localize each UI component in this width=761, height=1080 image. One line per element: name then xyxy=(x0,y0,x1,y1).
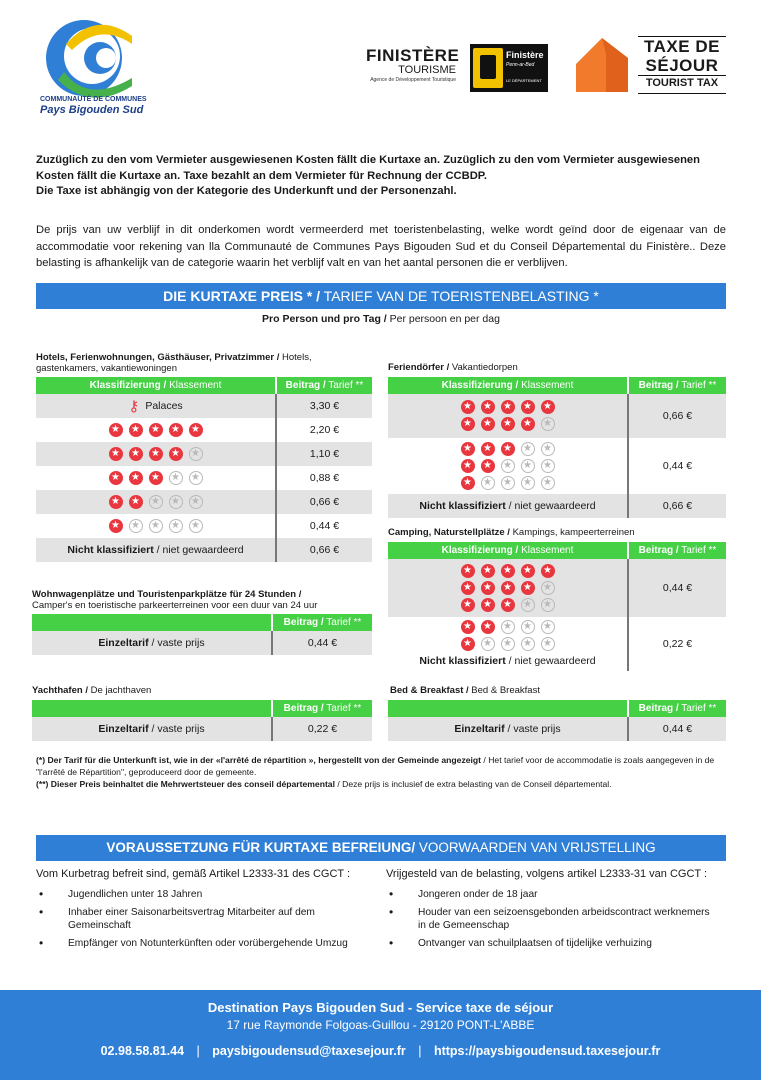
table-row: ★★★★★ ★★★★★ ★★★★★ 0,44 € xyxy=(388,438,726,494)
star-filled-icon xyxy=(129,495,143,509)
star-filled-icon xyxy=(481,564,495,578)
star-filled-icon xyxy=(461,620,475,634)
rating-2-stars xyxy=(388,619,627,636)
rating-5-stars xyxy=(106,423,206,437)
star-filled-icon xyxy=(521,400,535,414)
campers-title: Wohnwagenplätze und Touristenparkplätze für 24 Stunden / Camper's en toeristische parkeerterreinen voor een duur van 24 uur xyxy=(32,589,318,611)
star-filled-icon xyxy=(109,519,123,533)
star-empty-icon xyxy=(541,581,555,595)
star-empty-icon xyxy=(541,620,555,634)
star-filled-icon xyxy=(461,417,475,431)
house-icon xyxy=(572,34,632,94)
rating-1-star xyxy=(106,519,206,533)
star-filled-icon xyxy=(149,447,163,461)
table-row: Nicht klassifiziert / niet gewaardeerd 0,66 € xyxy=(388,494,726,518)
star-empty-icon xyxy=(169,495,183,509)
table-row: Einzeltarif / vaste prijs 0,44 € xyxy=(32,631,372,655)
campers-table: Beitrag / Tarief ** Einzeltarif / vaste prijs 0,44 € xyxy=(32,614,372,655)
star-empty-icon xyxy=(169,519,183,533)
star-filled-icon xyxy=(461,459,475,473)
star-filled-icon xyxy=(481,620,495,634)
star-filled-icon xyxy=(109,495,123,509)
star-filled-icon xyxy=(129,447,143,461)
star-filled-icon xyxy=(169,447,183,461)
table-row: ★★★★★ 0,44 € xyxy=(36,514,372,538)
star-filled-icon xyxy=(541,400,555,414)
table-row: Nicht klassifiziert / niet gewaardeerd 0,66 € xyxy=(36,538,372,562)
star-empty-icon xyxy=(189,519,203,533)
exemption-german: Vom Kurbetrag befreit sind, gemäß Artikel L2333-31 des CGCT : • Jugendlichen unter 18 Jahren • Inhaber einer Saisonarbeitsvertrag Mitarbeiter auf dem Gemeinschaft • Empfänger von Notunterkünften oder vorübergehende Umzug xyxy=(36,867,368,955)
star-filled-icon xyxy=(501,417,515,431)
star-filled-icon xyxy=(481,442,495,456)
footer-phone-link[interactable]: 02.98.58.81.44 xyxy=(100,1044,185,1058)
intro-dutch: De prijs van uw verblijf in dit onderkomen wordt vermeerderd met toeristenbelasting, welke wordt geïnd door de eigenaar van de accommodatie voor rekening van lla Communauté de Communes Pays Bigouden Sud et du Conseil Départemental du Finistère.. Deze belasting is afhankelijk van de categorie waarin het verblijf valt en van het aantal personen die er verblijven. xyxy=(36,224,726,269)
star-filled-icon xyxy=(501,598,515,612)
rating-2-stars xyxy=(388,458,627,475)
star-empty-icon xyxy=(541,637,555,651)
star-empty-icon xyxy=(541,417,555,431)
coat-of-arms-icon xyxy=(473,48,503,88)
footnotes: (*) Der Tarif für die Unterkunft ist, wie in der «l'arrêté de répartition », hergestellt von der Gemeinde angezeigt / Het tarief voor de accommodatie is zoals aangegeven in de "l'arrêté de Répartition", geproduceerd door de gemeente. (**) Dieser Preis beinhaltet die Mehrwertsteuer des conseil départemental / Deze prijs is inclusief de extra belasting van de Conseil départemental. xyxy=(36,755,715,789)
hotels-table: Klassifizierung / Klassement Beitrag / Tarief ** ⚷ Palaces 3,30 € ★★★★★ 2,20 € ★★★★★ 1,10 € ★★★★★ 0,88 € ★★★★★ 0,66 € ★★★★★ 0,44 € Nicht klassifiziert / niet gewaardeerd 0,66 € xyxy=(36,377,372,562)
marina-table: Beitrag / Tarief ** Einzeltarif / vaste prijs 0,22 € xyxy=(32,700,372,741)
rating-3-stars xyxy=(388,441,627,458)
rating-1-star xyxy=(388,636,627,653)
table-row: ⚷ Palaces 3,30 € xyxy=(36,394,372,418)
star-filled-icon xyxy=(521,581,535,595)
villages-title: Feriendörfer / Vakantiedorpen xyxy=(388,362,518,373)
table-row: ★★★★★ ★★★★★ Nicht klassifiziert / niet gewaardeerd 0,22 € xyxy=(388,617,726,671)
rating-2-stars xyxy=(106,495,206,509)
rating-4-stars xyxy=(388,580,627,597)
star-empty-icon xyxy=(501,459,515,473)
star-empty-icon xyxy=(541,459,555,473)
star-filled-icon xyxy=(149,471,163,485)
list-item: • Jugendlichen unter 18 Jahren xyxy=(36,888,368,901)
finistere-department-logo: Finistère Penn-ar-Bed LE DÉPARTEMENT xyxy=(470,44,548,92)
star-filled-icon xyxy=(501,442,515,456)
table-row: ★★★★★ ★★★★★ ★★★★★ 0,44 € xyxy=(388,559,726,617)
star-empty-icon xyxy=(169,471,183,485)
star-filled-icon xyxy=(189,423,203,437)
star-filled-icon xyxy=(129,471,143,485)
star-filled-icon xyxy=(481,581,495,595)
star-empty-icon xyxy=(189,471,203,485)
star-filled-icon xyxy=(461,598,475,612)
star-filled-icon xyxy=(461,637,475,651)
star-filled-icon xyxy=(461,400,475,414)
star-filled-icon xyxy=(481,417,495,431)
star-empty-icon xyxy=(521,637,535,651)
intro-german: Zuzüglich zu den vom Vermieter ausgewiesenen Kosten fällt die Kurtaxe an. Zuzüglich zu den vom Vermieter ausgewiesenen Kosten fällt die Kurtaxe an. Taxe bezahlt an dem Vermieter für Rechnung der CCBDP. Die Taxe ist abhängig von der Kategorie des Underkunft und der Personenzahl. xyxy=(36,154,700,197)
bnb-table: Beitrag / Tarief ** Einzeltarif / vaste prijs 0,44 € xyxy=(388,700,726,741)
star-empty-icon xyxy=(149,495,163,509)
rating-5-stars xyxy=(388,563,627,580)
star-empty-icon xyxy=(521,598,535,612)
star-filled-icon xyxy=(521,417,535,431)
list-item: • Houder van een seizoensgebonden arbeidscontract werknemers in de Gemeenschap xyxy=(386,906,718,932)
camping-title: Camping, Naturstellplätze / Kampings, kampeerterreinen xyxy=(388,527,635,538)
star-filled-icon xyxy=(461,442,475,456)
table-row: ★★★★★ 0,88 € xyxy=(36,466,372,490)
star-empty-icon xyxy=(501,620,515,634)
rating-5-stars xyxy=(388,399,627,416)
table-row: Einzeltarif / vaste prijs 0,22 € xyxy=(32,717,372,741)
star-empty-icon xyxy=(129,519,143,533)
star-empty-icon xyxy=(481,476,495,490)
footer-separator: | xyxy=(196,1044,200,1058)
rating-4-stars xyxy=(106,447,206,461)
table-row: ★★★★★ 1,10 € xyxy=(36,442,372,466)
star-filled-icon xyxy=(109,423,123,437)
star-empty-icon xyxy=(541,442,555,456)
taxe-de-sejour-logo: TAXE DE SÉJOUR TOURIST TAX xyxy=(638,36,726,94)
bnb-title: Bed & Breakfast / Bed & Breakfast xyxy=(390,685,540,696)
star-filled-icon xyxy=(501,564,515,578)
footer-website-link[interactable]: https://paysbigoudensud.taxesejour.fr xyxy=(433,1044,661,1058)
star-filled-icon xyxy=(501,400,515,414)
palace-key-icon: ⚷ xyxy=(128,396,140,415)
list-item: • Inhaber einer Saisonarbeitsvertrag Mitarbeiter auf dem Gemeinschaft xyxy=(36,906,368,932)
star-filled-icon xyxy=(461,581,475,595)
rating-3-stars xyxy=(106,471,206,485)
rating-3-stars xyxy=(388,597,627,614)
footer-contacts xyxy=(0,1044,761,1058)
star-empty-icon xyxy=(521,620,535,634)
footer-separator: | xyxy=(418,1044,422,1058)
star-filled-icon xyxy=(461,564,475,578)
price-banner: DIE KURTAXE PREIS * / TARIEF VAN DE TOERISTENBELASTING * xyxy=(36,283,726,309)
star-empty-icon xyxy=(541,598,555,612)
per-person-subtitle: Pro Person und pro Tag / Per persoon en per dag xyxy=(262,313,500,325)
footer-address: 17 rue Raymonde Folgoas-Guillou - 29120 PONT-L'ABBE xyxy=(226,1018,535,1032)
list-item: • Empfänger von Notunterkünften oder vorübergehende Umzug xyxy=(36,937,368,950)
rating-1-star xyxy=(388,475,627,492)
star-filled-icon xyxy=(169,423,183,437)
hotels-title: Hotels, Ferienwohnungen, Gästhäuser, Privatzimmer / Hotels, gastenkamers, vakantiewoningen xyxy=(36,352,312,374)
star-filled-icon xyxy=(109,447,123,461)
list-item: • Jongeren onder de 18 jaar xyxy=(386,888,718,901)
star-empty-icon xyxy=(149,519,163,533)
star-filled-icon xyxy=(541,564,555,578)
star-empty-icon xyxy=(481,637,495,651)
star-filled-icon xyxy=(129,423,143,437)
table-row: ★★★★★ ★★★★★ 0,66 € xyxy=(388,394,726,438)
marina-title: Yachthafen / De jachthaven xyxy=(32,685,152,696)
star-filled-icon xyxy=(149,423,163,437)
star-empty-icon xyxy=(521,442,535,456)
footer-title: Destination Pays Bigouden Sud - Service taxe de séjour xyxy=(207,1000,554,1015)
table-row: Einzeltarif / vaste prijs 0,44 € xyxy=(388,717,726,741)
exemption-dutch: Vrijgesteld van de belasting, volgens artikel L2333-31 van CGCT : • Jongeren onder de 18 jaar • Houder van een seizoensgebonden arbeidscontract werknemers in de Gemeenschap • Ontvanger van schuilplaatsen of tijdelijke verhuizing xyxy=(386,867,718,955)
villages-table: Klassifizierung / Klassement Beitrag / Tarief ** ★★★★★ ★★★★★ 0,66 € ★★★★★ ★★★★★ ★★★★★ 0,44 € Nicht klassifiziert / niet gewaardeerd 0,66 € xyxy=(388,377,726,518)
footer-email-link[interactable]: paysbigoudensud@taxesejour.fr xyxy=(212,1044,406,1058)
list-item: • Ontvanger van schuilplaatsen of tijdelijke verhuizing xyxy=(386,937,718,950)
rating-4-stars xyxy=(388,416,627,433)
star-filled-icon xyxy=(481,598,495,612)
star-filled-icon xyxy=(481,400,495,414)
camping-table: Klassifizierung / Klassement Beitrag / Tarief ** ★★★★★ ★★★★★ ★★★★★ 0,44 € ★★★★★ ★★★★★ Nicht klassifiziert / niet gewaardeerd 0,22 € xyxy=(388,542,726,671)
star-empty-icon xyxy=(541,476,555,490)
table-row: ★★★★★ 2,20 € xyxy=(36,418,372,442)
star-empty-icon xyxy=(521,476,535,490)
star-empty-icon xyxy=(501,637,515,651)
star-filled-icon xyxy=(109,471,123,485)
finistere-tourisme-logo: FINISTÈRE TOURISME Agence de Développement Touristique xyxy=(366,46,460,83)
star-filled-icon xyxy=(461,476,475,490)
star-filled-icon xyxy=(521,564,535,578)
star-filled-icon xyxy=(501,581,515,595)
star-empty-icon xyxy=(189,447,203,461)
star-empty-icon xyxy=(501,476,515,490)
table-row: ★★★★★ 0,66 € xyxy=(36,490,372,514)
pays-bigouden-sud-logo-text: COMMUNAUTÉ DE COMMUNES Pays Bigouden Sud xyxy=(40,96,147,117)
star-empty-icon xyxy=(189,495,203,509)
footer xyxy=(0,990,761,1080)
exemption-banner: VORAUSSETZUNG FÜR KURTAXE BEFREIUNG/ VOORWAARDEN VAN VRIJSTELLING xyxy=(36,835,726,861)
star-empty-icon xyxy=(521,459,535,473)
star-filled-icon xyxy=(481,459,495,473)
